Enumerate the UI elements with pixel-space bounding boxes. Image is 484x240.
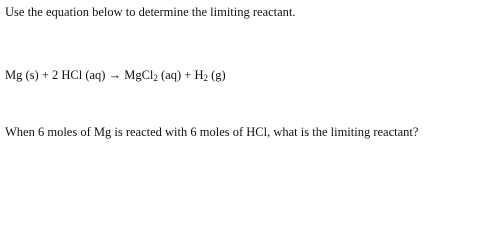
instruction-text: Use the equation below to determine the limiting reactant. — [5, 5, 296, 19]
equation-gas-state: (g) — [207, 68, 226, 82]
equation-product-mgcl: MgCl — [121, 68, 154, 82]
subscript-2: 2 — [153, 73, 158, 83]
equation-reactants: Mg (s) + 2 HCl (aq) — [5, 68, 109, 82]
question-text: When 6 moles of Mg is reacted with 6 moles of HCl, what is the limiting reactant? — [5, 125, 419, 139]
equation-product-state: (aq) + H — [157, 68, 204, 82]
reaction-arrow: → — [108, 68, 122, 82]
chemical-equation — [5, 67, 226, 83]
subscript-2-h: 2 — [203, 73, 208, 83]
